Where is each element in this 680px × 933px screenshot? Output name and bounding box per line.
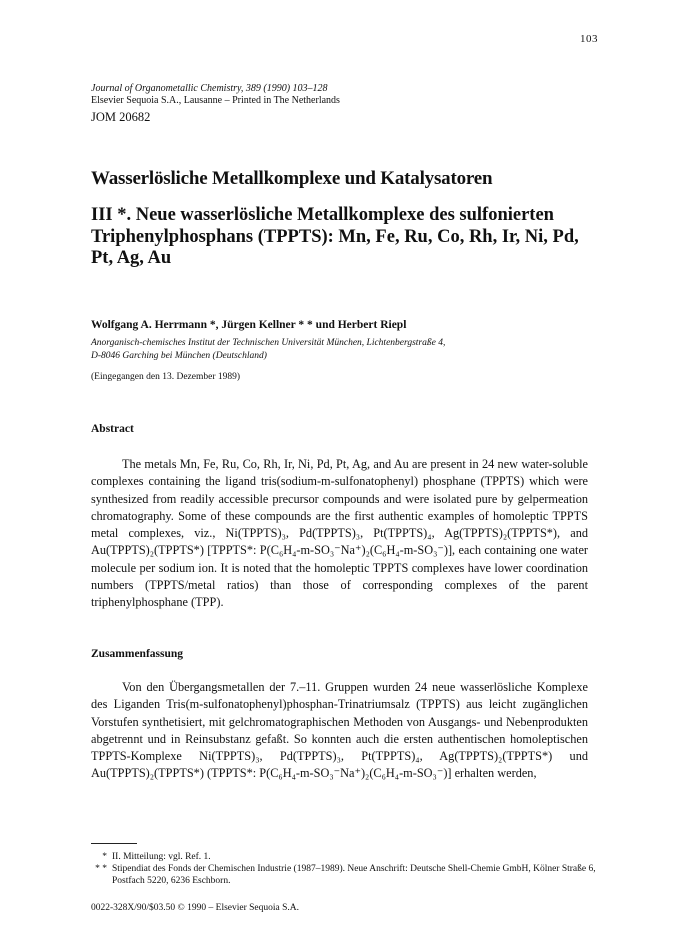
zusammenfassung-paragraph: Von den Übergangsmetallen der 7.–11. Gruppen wurden 24 neue wasserlösliche Komplexe des Liganden Tris(m-sulfonatophenyl)phosphan-Trinatriumsalz (TPPTS) aus leicht zugänglichen Vorstufen synthetisiert, mit gelchromatographischen Methoden von Ausgangs- und Nebenprodukten abgetrennt und in Reinsubstanz gefaßt. So konnten auch die ersten authentischen homoleptischen TPPTS-Komplexe Ni(TPPTS)₃, Pd(TPPTS)₃, Pt(TPPTS)₄, Ag(TPPTS)₂(TPPTS*) und Au(TPPTS)₂(TPPTS*) (TPPTS*: P(C₆H₄-m-SO₃⁻Na⁺)₂(C₆H₄-m-SO₃⁻)] erhalten werden, <box>91 680 588 781</box>
footnote-rule <box>91 843 137 844</box>
affiliation <box>91 337 445 363</box>
page-number: 103 <box>580 33 598 45</box>
footnote-1 <box>91 851 601 863</box>
zusammenfassung-heading: Zusammenfassung <box>91 648 184 660</box>
zusammenfassung-body <box>91 679 588 783</box>
footnote-1-mark: * <box>102 852 107 862</box>
affiliation-line-1: Anorganisch-chemisches Institut der Technischen Universität München, Lichtenbergstraße 4, <box>91 338 446 348</box>
abstract-heading: Abstract <box>91 423 134 435</box>
journal-header <box>91 83 340 107</box>
footnote-1-text: II. Mitteilung: vgl. Ref. 1. <box>112 852 211 862</box>
article-title: III *. Neue wasserlösliche Metallkomplexe des sulfonierten Triphenylphosphans (TPPTS): Mn, Fe, Ru, Co, Rh, Ir, Ni, Pd, Pt, Ag, Au <box>91 205 579 268</box>
footnote-2-text: Stipendiat des Fonds der Chemischen Industrie (1987–1989). Neue Anschrift: Deutsche Shell-Chemie GmbH, Kölner Straße 6, Postfach 5220, 6236 Eschborn. <box>112 864 596 886</box>
jom-number: JOM 20682 <box>91 110 151 124</box>
received-date: (Eingegangen den 13. Dezember 1989) <box>91 372 241 382</box>
affiliation-line-2: D-8046 Garching bei München (Deutschland) <box>91 351 267 361</box>
footnote-2-mark: * * <box>95 864 107 874</box>
abstract-paragraph: The metals Mn, Fe, Ru, Co, Rh, Ir, Ni, Pd, Pt, Ag, and Au are present in 24 new water-soluble complexes containing the ligand tris(sodium-m-sulfonatophenyl) phosphane (TPPTS) which were synthesized from readily accessible precursor compounds and were isolated pure by gelpermeation chromatography. Some of these compounds are the first authentic examples of homoleptic TPPTS metal complexes, viz., Ni(TPPTS)₃, Pd(TPPTS)₃, Pt(TPPTS)₄, Ag(TPPTS)₂(TPPTS*), and Au(TPPTS)₂(TPPTS*) [TPPTS*: P(C₆H₄-m-SO₃⁻Na⁺)₂(C₆H₄-m-SO₃⁻)], each containing one water molecule per sodium ion. It is noted that the homoleptic TPPTS complexes have lower coordination numbers (TPPTS/metal ratios) than those of corresponding complexes of the parent triphenylphosphane (TPP). <box>91 457 588 610</box>
publisher-line: Elsevier Sequoia S.A., Lausanne – Printed in The Netherlands <box>91 95 340 106</box>
journal-citation: Journal of Organometallic Chemistry, 389 (1990) 103–128 <box>91 83 328 94</box>
author-list: Wolfgang A. Herrmann *, Jürgen Kellner * * und Herbert Riepl <box>91 319 407 331</box>
abstract-body <box>91 456 588 612</box>
footnote-2 <box>91 863 601 887</box>
copyright-line: 0022-328X/90/$03.50 © 1990 – Elsevier Sequoia S.A. <box>91 903 300 913</box>
series-title: Wasserlösliche Metallkomplexe und Katalysatoren <box>91 168 493 189</box>
